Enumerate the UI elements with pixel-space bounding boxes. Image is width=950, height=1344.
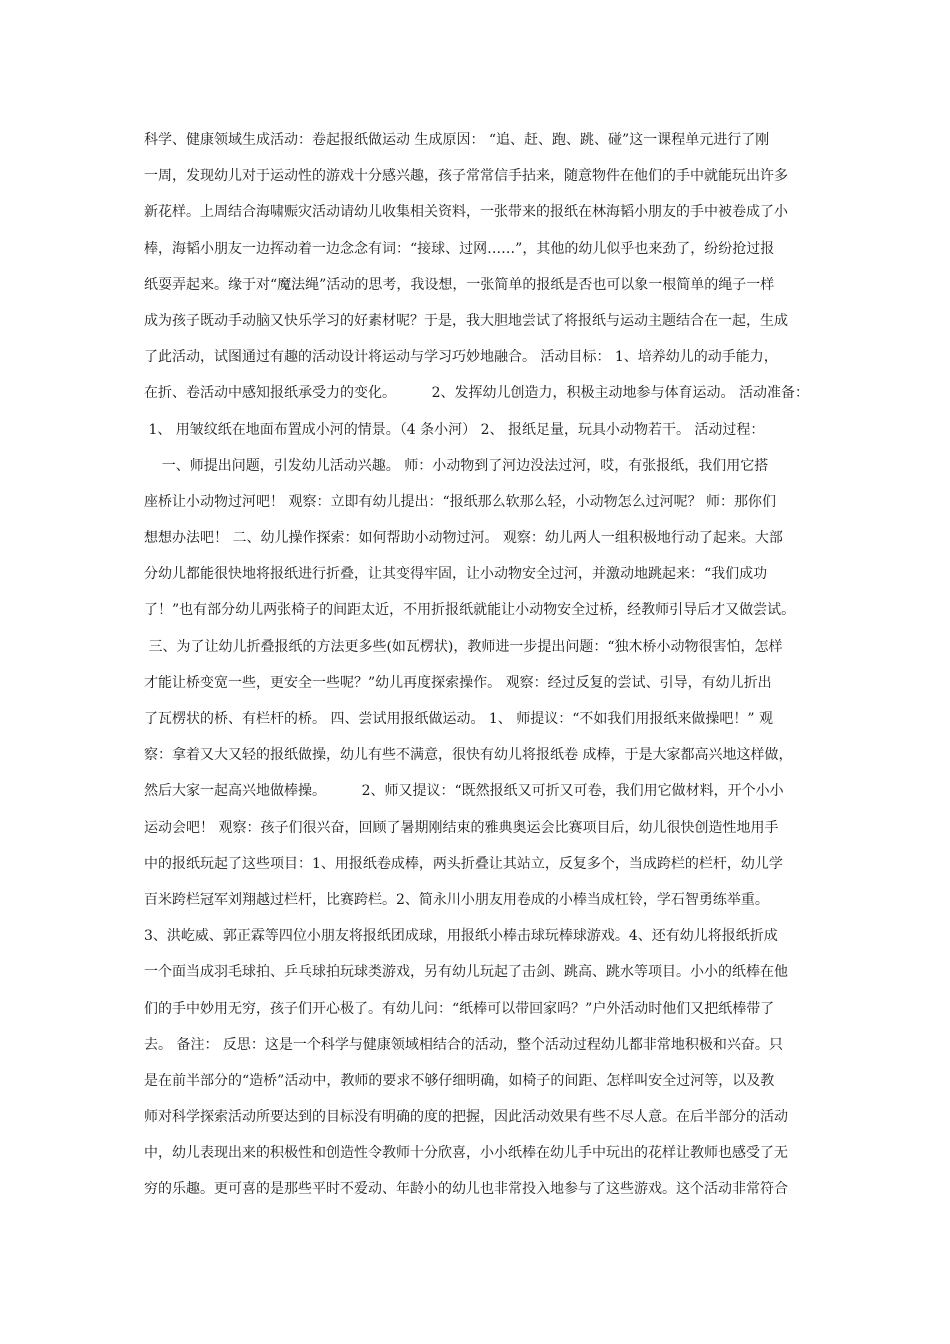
text-line: 了！”也有部分幼儿两张椅子的间距太近，不用折报纸就能让小动物安全过桥，经教师引导后才又做尝试。 (144, 602, 796, 619)
text-line: 新花样。上周结合海啸赈灾活动请幼儿收集相关资料，一张带来的报纸在林海韬小朋友的手中被卷成了小 (144, 204, 788, 221)
text-line: 三、为了让幼儿折叠报纸的方法更多些(如瓦楞状)，教师进一步提出问题：“独木桥小动物很害怕，怎样 (144, 638, 783, 655)
text-line: 座桥让小动物过河吧！ 观察：立即有幼儿提出：“报纸那么软那么轻，小动物怎么过河呢？ 师：那你们 (144, 493, 777, 510)
text-line: 师对科学探索活动所要达到的目标没有明确的度的把握，因此活动效果有些不尽人意。在后半部分的活动 (144, 1109, 788, 1126)
text-line: 了此活动，试图通过有趣的活动设计将运动与学习巧妙地融合。 活动目标： 1、培养幼儿的动手能力， (144, 349, 778, 366)
text-line: 想想办法吧！ 二、幼儿操作探索：如何帮助小动物过河。 观察：幼儿两人一组积极地行动了起来。大部 (144, 530, 783, 547)
text-line: 科学、健康领域生成活动：卷起报纸做运动 生成原因： “追、赶、跑、跳、碰”这一课程单元进行了刚 (144, 132, 770, 148)
text-line: 一周，发现幼儿对于运动性的游戏十分感兴趣，孩子常常信手拈来，随意物件在他们的手中就能玩出许多 (144, 168, 788, 185)
text-line: 是在前半部分的“造桥”活动中，教师的要求不够仔细明确，如椅子的间距、怎样叫安全过河等，以及教 (144, 1072, 775, 1089)
text-line: 察：拿着又大又轻的报纸做操，幼儿有些不满意，很快有幼儿将报纸卷 成棒，于是大家都高兴地这样做， (144, 747, 793, 764)
text-line: 成为孩子既动手动脑又快乐学习的好素材呢？于是，我大胆地尝试了将报纸与运动主题结合在一起，生成 (144, 312, 788, 329)
text-line: 中，幼儿表现出来的积极性和创造性令教师十分欣喜，小小纸棒在幼儿手中玩出的花样让教师也感受了无 (144, 1145, 788, 1162)
text-line: 棒，海韬小朋友一边挥动着一边念念有词：“接球、过网……”，其他的幼儿似乎也来劲了，纷纷抢过报 (144, 240, 775, 257)
text-line: 才能让桥变宽一些，更安全一些呢？”幼儿再度探索操作。 观察：经过反复的尝试、引导，有幼儿折出 (144, 674, 772, 691)
text-line: 了瓦楞状的桥、有栏杆的桥。 四、尝试用报纸做运动。 1、 师提议：“不如我们用报纸来做操吧！” 观 (144, 711, 774, 727)
text-line: 去。 备注： 反思：这是一个科学与健康领域相结合的活动，整个活动过程幼儿都非常地积极和兴奋。只 (144, 1036, 783, 1053)
text-line: 然后大家一起高兴地做棒操。 2、师又提议：“既然报纸又可折又可卷，我们用它做材料，开个小小 (144, 783, 784, 800)
text-line: 们的手中妙用无穷，孩子们开心极了。有幼儿问：“纸棒可以带回家吗？”户外活动时他们又把纸棒带了 (144, 1000, 775, 1017)
text-line: 中的报纸玩起了这些项目：1、用报纸卷成棒，两头折叠让其站立，反复多个，当成跨栏的栏杆，幼儿学 (144, 855, 783, 872)
text-line: 1、 用皱纹纸在地面布置成小河的情景。（4 条小河） 2、 报纸足量，玩具小动物若干。 活动过程： (144, 421, 765, 438)
text-line: 分幼儿都能很快地将报纸进行折叠，让其变得牢固，让小动物安全过河，并激动地跳起来：“我们成功 (144, 566, 768, 583)
text-line: 一个面当成羽毛球拍、乒乓球拍玩球类游戏，另有幼儿玩起了击剑、跳高、跳水等项目。小小的纸棒在他 (144, 964, 788, 981)
text-line: 运动会吧！ 观察：孩子们很兴奋，回顾了暑期刚结束的雅典奥运会比赛项目后，幼儿很快创造性地用手 (144, 819, 779, 836)
text-line: 在折、卷活动中感知报纸承受力的变化。 2、发挥幼儿创造力，积极主动地参与体育运动。 活动准备： (144, 385, 809, 402)
document-body (144, 122, 816, 1208)
text-line: 纸耍弄起来。缘于对“魔法绳”活动的思考，我设想，一张简单的报纸是否也可以象一根简单的绳子一样 (144, 276, 775, 293)
text-line: 一、师提出问题，引发幼儿活动兴趣。 师：小动物到了河边没法过河，哎，有张报纸，我们用它搭 (144, 457, 769, 474)
text-line: 3、洪屹威、郭正霖等四位小朋友将报纸团成球，用报纸小棒击球玩棒球游戏。4、还有幼儿将报纸折成 (144, 928, 778, 945)
text-line: 穷的乐趣。更可喜的是那些平时不爱动、年龄小的幼儿也非常投入地参与了这些游戏。这个活动非常符合 (144, 1181, 788, 1198)
text-line: 百米跨栏冠军刘翔越过栏杆，比赛跨栏。2、简永川小朋友用卷成的小棒当成杠铃，学石智勇练举重。 (144, 891, 769, 908)
